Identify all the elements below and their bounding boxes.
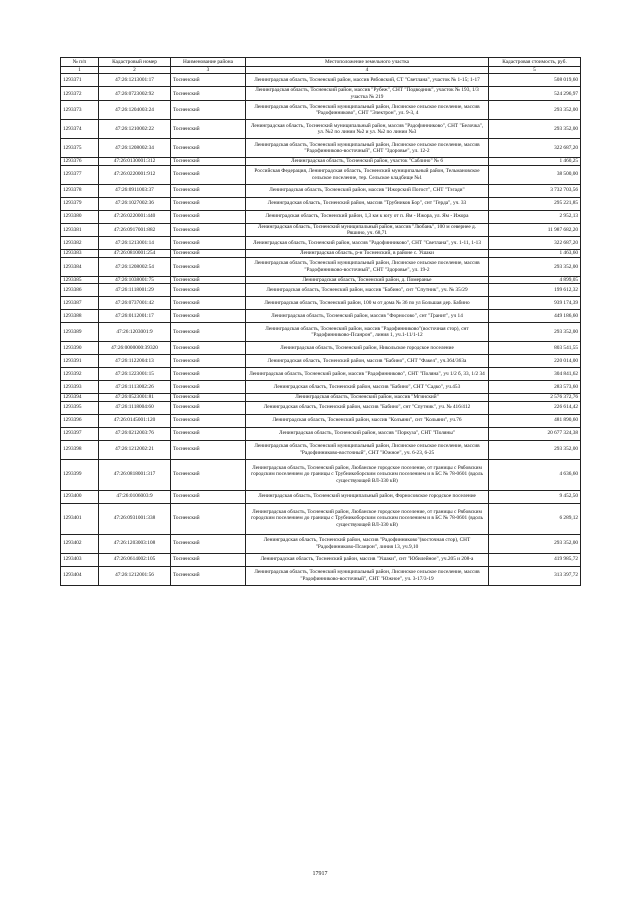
- district-cell: Тосненский: [171, 297, 246, 310]
- row-number-cell: 1293399: [61, 459, 99, 490]
- row-number-cell: 1293371: [61, 74, 99, 87]
- location-cell: Ленинградская область, Тосненский район, участок "Саблино" № 6: [246, 158, 489, 165]
- district-cell: Тосненский: [171, 257, 246, 276]
- district-cell: Тосненский: [171, 440, 246, 459]
- cadastral-number-cell: 47:26:1210002:22: [99, 120, 171, 139]
- table-row: [61, 440, 581, 459]
- row-number-cell: 1293401: [61, 503, 99, 534]
- column-number: 5: [489, 67, 581, 74]
- row-number-cell: 1293383: [61, 250, 99, 257]
- row-number-cell: 1293395: [61, 401, 99, 414]
- cadastral-value-cell: 481 890,60: [489, 414, 581, 427]
- header-cadastral-value: Кадастровая стоимость, руб.: [489, 58, 581, 67]
- location-cell: Российская Федерация, Ленинградская область, Тосненский муниципальный район, Тельмановское сельское поселение, тер. Сельское кладбище №1: [246, 165, 489, 184]
- cadastral-value-cell: 20 677 324,38: [489, 427, 581, 440]
- row-number-cell: 1293391: [61, 355, 99, 368]
- location-cell: Ленинградская область, Тосненский район, 100 м от дома № 36 по ул Большая дер. Бабино: [246, 297, 489, 310]
- column-number: 2: [99, 67, 171, 74]
- table-row: [61, 237, 581, 250]
- table-row: [61, 381, 581, 394]
- row-number-cell: 1293387: [61, 297, 99, 310]
- row-number-cell: 1293377: [61, 165, 99, 184]
- cadastral-value-cell: 2 952,13: [489, 210, 581, 223]
- row-number-cell: 1293384: [61, 257, 99, 276]
- cadastral-number-cell: 47:26:1122004:13: [99, 355, 171, 368]
- table-row: [61, 74, 581, 87]
- cadastral-value-cell: 6 289,12: [489, 503, 581, 534]
- table-row: [61, 566, 581, 585]
- table-row: [61, 342, 581, 355]
- cadastral-number-cell: 47:26:0917001:882: [99, 223, 171, 237]
- header-cadastral-number: Кадастровый номер: [99, 58, 171, 67]
- cadastral-number-cell: 47:26:1212001:56: [99, 566, 171, 585]
- location-cell: Ленинградская область, Тосненский район, массив "Колъяни", снт "Кольяни", уч.76: [246, 414, 489, 427]
- row-number-cell: 1293374: [61, 120, 99, 139]
- district-cell: Тосненский: [171, 197, 246, 210]
- cadastral-value-cell: 1 463,60: [489, 250, 581, 257]
- cadastral-number-cell: 47:26:0220001:912: [99, 165, 171, 184]
- location-cell: Ленинградская область, Тосненский муниципальный район, Лисинское сельское поселение, массив "Радофинниково", СНТ "Электрон", ул. 9-3, 4: [246, 101, 489, 120]
- district-cell: Тосненский: [171, 355, 246, 368]
- column-number: 4: [246, 67, 489, 74]
- cadastral-number-cell: 47:26:1208002:34: [99, 139, 171, 158]
- header-location: Местоположение земельного участка: [246, 58, 489, 67]
- district-cell: Тосненский: [171, 158, 246, 165]
- district-cell: Тосненский: [171, 139, 246, 158]
- table-row: [61, 323, 581, 342]
- district-cell: Тосненский: [171, 459, 246, 490]
- row-number-cell: 1293394: [61, 394, 99, 401]
- location-cell: Ленинградская область, Тосненский район, массив "Бабино", СНТ "Факел", уч.364/363а: [246, 355, 489, 368]
- cadastral-number-cell: 47:26:0130001:312: [99, 158, 171, 165]
- district-cell: Тосненский: [171, 74, 246, 87]
- district-cell: Тосненский: [171, 427, 246, 440]
- cadastral-number-cell: 47:26:1203001:9: [99, 323, 171, 342]
- cadastral-number-cell: 47:26:0000000:39320: [99, 342, 171, 355]
- cadastral-number-cell: 47:26:1212002:21: [99, 440, 171, 459]
- cadastral-value-cell: 524 296,97: [489, 87, 581, 101]
- table-column-numbers-row: [61, 67, 581, 74]
- location-cell: Ленинградская область, Тосненский район, Никольское городское поселение: [246, 342, 489, 355]
- location-cell: Ленинградская область, Тосненский район, массив "Поркуза", СНТ "Поляны": [246, 427, 489, 440]
- district-cell: Тосненский: [171, 276, 246, 283]
- row-number-cell: 1293393: [61, 381, 99, 394]
- location-cell: Ленинградская область, Тосненский район, массив "Бабино", снт "Спутник", уч. № 416/412: [246, 401, 489, 414]
- location-cell: Ленинградская область, р-н Тосненский, в районе с. Ушаки: [246, 250, 489, 257]
- table-body: [61, 74, 581, 585]
- table-row: [61, 401, 581, 414]
- cadastral-number-cell: 47:26:1213001:14: [99, 237, 171, 250]
- location-cell: Ленинградская область, Тосненский район, массив "Форносово", снт "Гранит", уч 14: [246, 310, 489, 323]
- cadastral-value-cell: 508 019,60: [489, 74, 581, 87]
- cadastral-value-cell: 322 687,20: [489, 237, 581, 250]
- cadastral-number-cell: 47:26:1118004:60: [99, 401, 171, 414]
- district-cell: Тосненский: [171, 414, 246, 427]
- district-cell: Тосненский: [171, 490, 246, 503]
- table-row: [61, 503, 581, 534]
- table-row: [61, 310, 581, 323]
- row-number-cell: 1293400: [61, 490, 99, 503]
- district-cell: Тосненский: [171, 101, 246, 120]
- location-cell: Ленинградская область, Тосненский район, массив "Бабино", снт "Спутник", уч. № 35/29: [246, 284, 489, 297]
- cadastral-number-cell: 47:26:0911003:37: [99, 184, 171, 197]
- cadastral-number-cell: 47:26:0145001:120: [99, 414, 171, 427]
- cadastral-number-cell: 47:26:1038001:75: [99, 276, 171, 283]
- location-cell: Ленинградская область, Тосненский муниципальный район, Лисинское сельское поселение, массив "Радофинниково-восточный", СНТ "Здоровье", ул. 19-2: [246, 257, 489, 276]
- location-cell: Ленинградская область, Тосненский муниципальный район, Форносовское городское поселение: [246, 490, 489, 503]
- cadastral-number-cell: 47:26:0931001:338: [99, 503, 171, 534]
- district-cell: Тосненский: [171, 368, 246, 381]
- page-number: 17917: [312, 871, 328, 877]
- row-number-cell: 1293381: [61, 223, 99, 237]
- cadastral-number-cell: 47:26:1204003:24: [99, 101, 171, 120]
- row-number-cell: 1293388: [61, 310, 99, 323]
- table-row: [61, 158, 581, 165]
- row-number-cell: 1293376: [61, 158, 99, 165]
- district-cell: Тосненский: [171, 250, 246, 257]
- location-cell: Ленинградская область, Тосненский район, массив "Ижорский Погост", СНТ "Тэгади": [246, 184, 489, 197]
- cadastral-number-cell: 47:26:0810001:254: [99, 250, 171, 257]
- cadastral-value-table: [60, 57, 581, 586]
- table-row: [61, 553, 581, 566]
- cadastral-number-cell: 47:26:0614002:105: [99, 553, 171, 566]
- table-row: [61, 284, 581, 297]
- location-cell: Ленинградская область, Тосненский район, массив "Радофинниково"(восточная стор), снт "Радофинниково-Псанрон", линия 1, уч.1-11/1-12: [246, 323, 489, 342]
- location-cell: Ленинградская область, Тосненский район, д. Померанье: [246, 276, 489, 283]
- cadastral-number-cell: 47:26:0106003:9: [99, 490, 171, 503]
- location-cell: Ленинградская область, Тосненский район, массив "Трубников Бор", снт "Герда", уч. 33: [246, 197, 489, 210]
- district-cell: Тосненский: [171, 284, 246, 297]
- cadastral-value-cell: 449 186,60: [489, 310, 581, 323]
- cadastral-value-cell: 3 732 703,56: [489, 184, 581, 197]
- table-row: [61, 534, 581, 553]
- location-cell: Ленинградская область, Тосненский район, массив "Бабино", СНТ "Садко", уч.453: [246, 381, 489, 394]
- cadastral-value-cell: 322 687,20: [489, 139, 581, 158]
- table-row: [61, 490, 581, 503]
- row-number-cell: 1293389: [61, 323, 99, 342]
- cadastral-value-cell: 220 014,00: [489, 355, 581, 368]
- cadastral-number-cell: 47:26:0220001:440: [99, 210, 171, 223]
- cadastral-value-cell: 419 985,72: [489, 553, 581, 566]
- table-row: [61, 276, 581, 283]
- row-number-cell: 1293372: [61, 87, 99, 101]
- header-row-number: № п/п: [61, 58, 99, 67]
- cadastral-value-cell: 313 397,72: [489, 566, 581, 585]
- row-number-cell: 1293386: [61, 284, 99, 297]
- row-number-cell: 1293397: [61, 427, 99, 440]
- table-header-row: [61, 58, 581, 67]
- table-row: [61, 394, 581, 401]
- district-cell: Тосненский: [171, 394, 246, 401]
- table-row: [61, 223, 581, 237]
- cadastral-value-cell: 293 352,00: [489, 101, 581, 120]
- district-cell: Тосненский: [171, 223, 246, 237]
- cadastral-number-cell: 47:26:1223001:15: [99, 368, 171, 381]
- table-row: [61, 139, 581, 158]
- district-cell: Тосненский: [171, 310, 246, 323]
- district-cell: Тосненский: [171, 566, 246, 585]
- cadastral-number-cell: 47:26:0112001:17: [99, 310, 171, 323]
- district-cell: Тосненский: [171, 381, 246, 394]
- cadastral-number-cell: 47:26:1027002:36: [99, 197, 171, 210]
- cadastral-number-cell: 47:26:0723002:92: [99, 87, 171, 101]
- table-row: [61, 210, 581, 223]
- row-number-cell: 1293396: [61, 414, 99, 427]
- location-cell: Ленинградская область, Тосненский район, массив "Ушаки", снт "Юбилейное", уч.205 и 208-а: [246, 553, 489, 566]
- cadastral-value-cell: 2 576 372,76: [489, 394, 581, 401]
- location-cell: Ленинградская область, Тосненский район, массив "Рубеж", СНТ "Подводник", участок № 193, 1/3 участка № 219: [246, 87, 489, 101]
- table-row: [61, 414, 581, 427]
- district-cell: Тосненский: [171, 120, 246, 139]
- location-cell: Ленинградская область, Тосненский муниципальный район, Лисинское сельское поселение, массив "Радофинниково-восточный", СНТ "Южное", уч. 6-23, 6-25: [246, 440, 489, 459]
- location-cell: Ленинградская область, Тосненский район, массив "Радофинниково"(восточная стор), СНТ "Радофинниково-Псанрон", линия 13, уч.9,10: [246, 534, 489, 553]
- cadastral-value-cell: 295 221,85: [489, 197, 581, 210]
- district-cell: Тосненский: [171, 165, 246, 184]
- table-row: [61, 101, 581, 120]
- location-cell: Ленинградская область, Тосненский район, массив Рябовский, СТ "Светлана", участок № 1-15; 1-17: [246, 74, 489, 87]
- cadastral-number-cell: 47:26:0212003:76: [99, 427, 171, 440]
- cadastral-number-cell: 47:26:0818001:317: [99, 459, 171, 490]
- district-cell: Тосненский: [171, 323, 246, 342]
- location-cell: Ленинградская область, Тосненский муниципальный район, Лисинское сельское поселение, массив "Радофинниково-восточный", СНТ "Южное", уч. 3-17/3-19: [246, 566, 489, 585]
- district-cell: Тосненский: [171, 87, 246, 101]
- location-cell: Ленинградская область, Тосненский муниципальный район, массив "Любань", 100 м севернее д. Ряшино, уч. 68,71: [246, 223, 489, 237]
- cadastral-value-cell: 939 174,39: [489, 297, 581, 310]
- cadastral-number-cell: 47:26:1113002:26: [99, 381, 171, 394]
- row-number-cell: 1293379: [61, 197, 99, 210]
- cadastral-value-cell: 293 352,00: [489, 257, 581, 276]
- cadastral-value-cell: 226 614,42: [489, 401, 581, 414]
- cadastral-value-cell: 293 352,00: [489, 120, 581, 139]
- table-row: [61, 165, 581, 184]
- header-district-name: Наименование района: [171, 58, 246, 67]
- table-row: [61, 197, 581, 210]
- district-cell: Тосненский: [171, 210, 246, 223]
- table-row: [61, 368, 581, 381]
- table-row: [61, 250, 581, 257]
- location-cell: Ленинградская область, Тосненский муниципальный район, массив "Радофинниково", СНТ "Белочка", ул. №2 по линии №2 и ул. №2 по линии №3: [246, 120, 489, 139]
- district-cell: Тосненский: [171, 553, 246, 566]
- cadastral-value-cell: 293 352,00: [489, 440, 581, 459]
- cadastral-value-cell: 293 352,00: [489, 534, 581, 553]
- location-cell: Ленинградская область, Тосненский район, массив "Радофинниково", СНТ "Поляна", уч 1/2 б, 33, 1/2 34: [246, 368, 489, 381]
- cadastral-value-cell: 38 500,00: [489, 165, 581, 184]
- row-number-cell: 1293390: [61, 342, 99, 355]
- cadastral-value-cell: 9 452,50: [489, 490, 581, 503]
- table-row: [61, 120, 581, 139]
- row-number-cell: 1293392: [61, 368, 99, 381]
- cadastral-value-cell: 1 460,25: [489, 158, 581, 165]
- location-cell: Ленинградская область, Тосненский район, Любанское городское поселение, от границы с Рябовским городским поселением до границы с Трубникоборским сельским поселением и в БС № 78-0601 (вдоль существующей ВЛ-330 кВ): [246, 503, 489, 534]
- column-number: 1: [61, 67, 99, 74]
- row-number-cell: 1293378: [61, 184, 99, 197]
- cadastral-number-cell: 47:26:1208002:54: [99, 257, 171, 276]
- table-row: [61, 297, 581, 310]
- location-cell: Ленинградская область, Тосненский муниципальный район, Лисинское сельское поселение, массив "Радофинниково-восточный", СНТ "Здоровье", ул. 12-2: [246, 139, 489, 158]
- cadastral-value-cell: 4 899,05: [489, 276, 581, 283]
- district-cell: Тосненский: [171, 503, 246, 534]
- row-number-cell: 1293385: [61, 276, 99, 283]
- row-number-cell: 1293403: [61, 553, 99, 566]
- cadastral-value-cell: 293 352,00: [489, 323, 581, 342]
- cadastral-value-cell: 4 636,60: [489, 459, 581, 490]
- district-cell: Тосненский: [171, 184, 246, 197]
- row-number-cell: 1293402: [61, 534, 99, 553]
- location-cell: Ленинградская область, Тосненский район, массив "Мгинский": [246, 394, 489, 401]
- table-row: [61, 459, 581, 490]
- table-row: [61, 87, 581, 101]
- cadastral-number-cell: 47:26:1213001:17: [99, 74, 171, 87]
- district-cell: Тосненский: [171, 237, 246, 250]
- cadastral-value-cell: 199 612,32: [489, 284, 581, 297]
- location-cell: Ленинградская область, Тосненский район, массив "Радофинниково", СНТ "Светлана", уч. 1-11, 1-13: [246, 237, 489, 250]
- row-number-cell: 1293404: [61, 566, 99, 585]
- cadastral-number-cell: 47:26:0523001:81: [99, 394, 171, 401]
- cadastral-value-cell: 11 987 682,20: [489, 223, 581, 237]
- cadastral-value-cell: 304 841,62: [489, 368, 581, 381]
- table-row: [61, 355, 581, 368]
- column-number: 3: [171, 67, 246, 74]
- cadastral-number-cell: 47:26:1118001:29: [99, 284, 171, 297]
- table-row: [61, 184, 581, 197]
- table-row: [61, 427, 581, 440]
- cadastral-value-cell: 803 541,55: [489, 342, 581, 355]
- location-cell: Ленинградская область, Тосненский район, Любанское городское поселение, от границы с Рябовским городским поселением до границы с Трубникоборским сельским поселением и в БС № 78-0601 (вдоль существующей ВЛ-330 кВ): [246, 459, 489, 490]
- cadastral-value-cell: 283 573,60: [489, 381, 581, 394]
- row-number-cell: 1293380: [61, 210, 99, 223]
- row-number-cell: 1293373: [61, 101, 99, 120]
- row-number-cell: 1293382: [61, 237, 99, 250]
- district-cell: Тосненский: [171, 534, 246, 553]
- row-number-cell: 1293375: [61, 139, 99, 158]
- location-cell: Ленинградская область, Тосненский район, 1,3 км к югу от п. Ям - Ижора, ул. Ям - Ижора: [246, 210, 489, 223]
- table-row: [61, 257, 581, 276]
- cadastral-number-cell: 47:26:1203003:108: [99, 534, 171, 553]
- row-number-cell: 1293398: [61, 440, 99, 459]
- cadastral-number-cell: 47:26:0737001:42: [99, 297, 171, 310]
- district-cell: Тосненский: [171, 342, 246, 355]
- district-cell: Тосненский: [171, 401, 246, 414]
